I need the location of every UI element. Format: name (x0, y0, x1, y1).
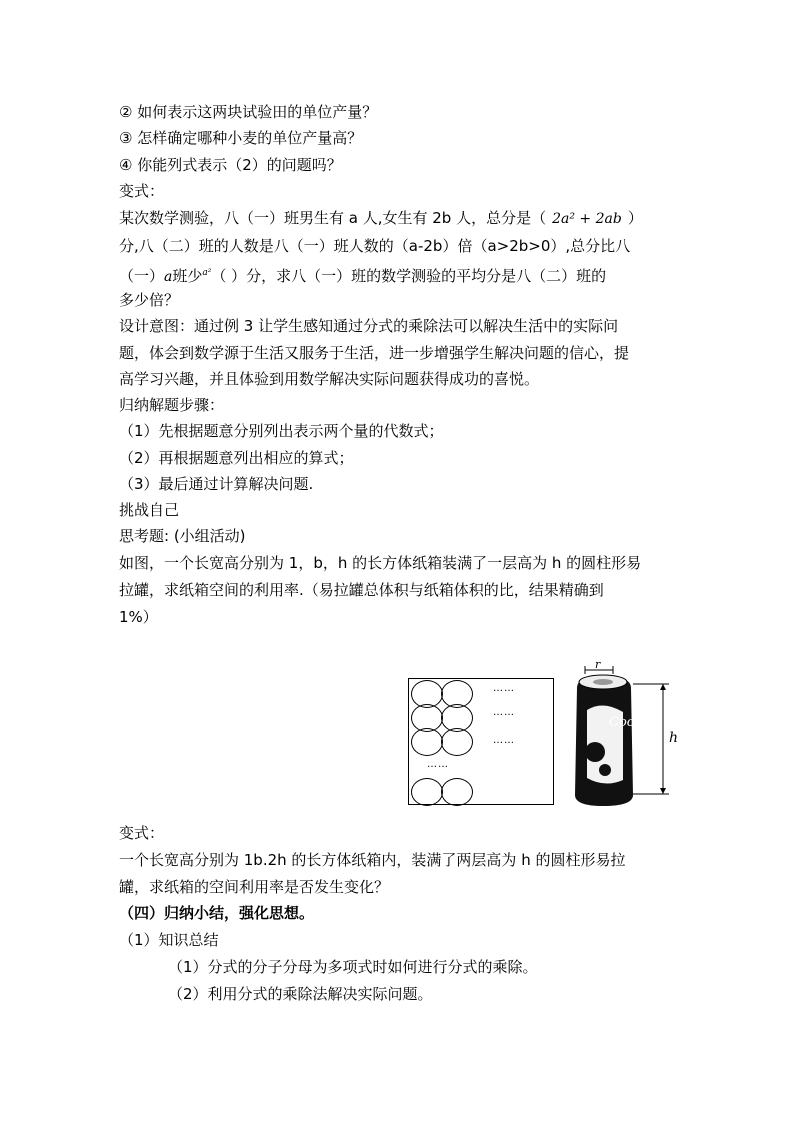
soda-can-figure (565, 660, 690, 810)
box-problem-1: 如图，一个长宽高分别为 1，b，h 的长方体纸箱装满了一层高为 h 的圆柱形易 (119, 554, 642, 572)
problem-line-3-b: 班少 (172, 267, 203, 285)
box-problem-2: 拉罐，求纸箱空间的利用率.（易拉罐总体积与纸箱体积的比，结果精确到 (119, 581, 604, 599)
ellipsis: …… (427, 759, 449, 770)
can-circle (441, 728, 473, 756)
problem-line-1-end: ） (627, 209, 643, 227)
ellipsis: …… (493, 735, 515, 746)
problem-line-3 (119, 263, 606, 287)
problem-line-3-c: （ ）分，求八（一）班的数学测验的平均分是八（二）班的 (211, 267, 607, 285)
design-intent-2: 题，体会到数学源于生活又服务于生活，进一步增强学生解决问题的信心，提 (119, 344, 630, 362)
problem-line-1 (119, 208, 643, 229)
box-problem-3: 1%） (119, 608, 158, 626)
knowledge-item-1: （1）分式的分子分母为多项式时如何进行分式的乘除。 (168, 958, 538, 976)
ellipsis: …… (493, 707, 515, 718)
height-label: h (669, 730, 679, 746)
steps-heading: 归纳解题步骤： (119, 396, 225, 414)
problem-line-1-text: 某次数学测验，八（一）班男生有 a 人,女生有 2b 人，总分是（ (119, 209, 547, 227)
question-4: ④ 你能列式表示（2）的问题吗？ (119, 156, 342, 174)
problem-line-2: 分,八（二）班的人数是八（一）班人数的（a-2b）倍（a>2b>0）,总分比八 (119, 237, 631, 255)
step-2: （2）再根据题意列出相应的算式； (119, 449, 354, 467)
variation-heading-2: 变式： (119, 824, 165, 842)
can-circle (411, 728, 443, 756)
formula-a: a (164, 269, 173, 285)
ellipsis: …… (493, 683, 515, 694)
knowledge-summary: （1）知识总结 (119, 931, 219, 949)
problem-line-4: 多少倍？ (119, 291, 180, 309)
step-1: （1）先根据题意分别列出表示两个量的代数式； (119, 422, 444, 440)
design-intent-1: 设计意图：通过例 3 让学生感知通过分式的乘除法可以解决生活中的实际问 (119, 317, 619, 335)
box-top-view-figure (408, 678, 554, 805)
radius-label: r (595, 660, 601, 671)
can-brand-text: Coca (609, 715, 642, 730)
step-3: （3）最后通过计算解决问题. (119, 475, 314, 493)
formula-total: 2a² + 2ab (552, 211, 622, 227)
design-intent-3: 高学习兴趣，并且体验到用数学解决实际问题获得成功的喜悦。 (119, 370, 540, 388)
variation-line-1: 一个长宽高分别为 1b.2h 的长方体纸箱内，装满了两层高为 h 的圆柱形易拉 (119, 851, 626, 869)
think-heading: 思考题: (小组活动) (119, 527, 246, 545)
challenge-heading: 挑战自己 (119, 501, 180, 519)
can-circle (441, 778, 473, 806)
question-3: ③ 怎样确定哪种小麦的单位产量高？ (119, 129, 363, 147)
can-circle (411, 778, 443, 806)
variation-heading: 变式： (119, 182, 165, 200)
variation-line-2: 罐，求纸箱的空间利用率是否发生变化？ (119, 878, 390, 896)
section-4-title: （四）归纳小结，强化思想。 (119, 904, 315, 922)
knowledge-item-2: （2）利用分式的乘除法解决实际问题。 (168, 985, 433, 1003)
problem-line-3-a: （一） (119, 267, 165, 285)
formula-a-squared: a² (202, 268, 212, 278)
question-2: ② 如何表示这两块试验田的单位产量？ (119, 103, 378, 121)
